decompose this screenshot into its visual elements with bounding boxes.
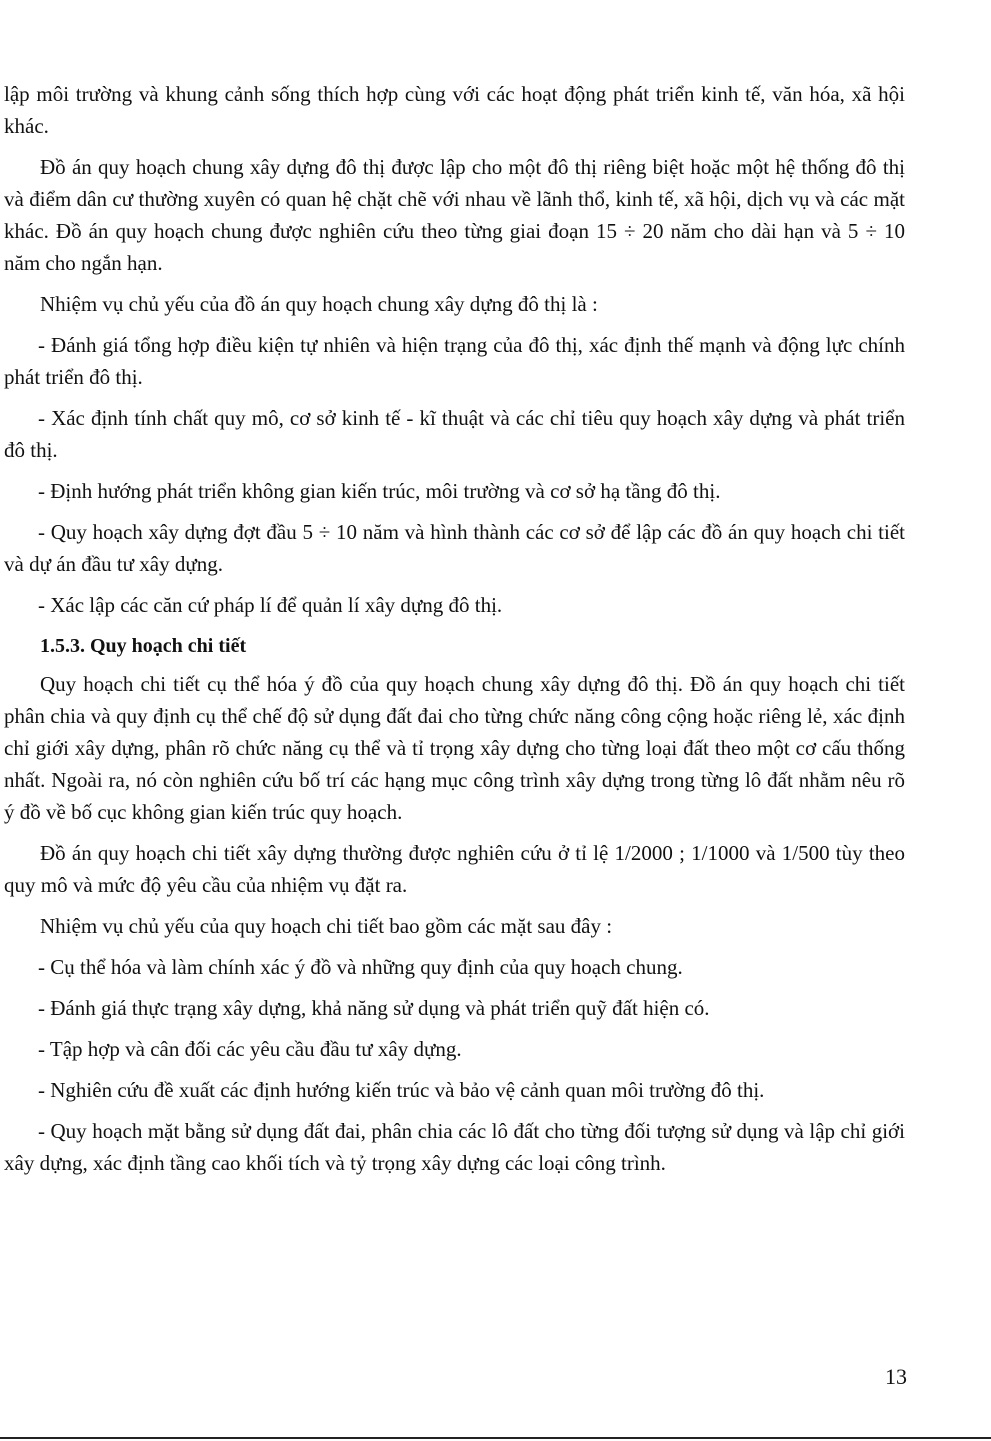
- general-task-item: - Định hướng phát triển không gian kiến trúc, môi trường và cơ sở hạ tầng đô thị.: [38, 479, 721, 503]
- detail-task-item: - Đánh giá thực trạng xây dựng, khả năng sử dụng và phát triển quỹ đất hiện có.: [38, 996, 710, 1020]
- general-task-item: - Xác định tính chất quy mô, cơ sở kinh tế - kĩ thuật và các chỉ tiêu quy hoạch xây dựng và phát triển đô thị.: [4, 406, 905, 462]
- detail-task-item: - Nghiên cứu đề xuất các định hướng kiến trúc và bảo vệ cảnh quan môi trường đô thị.: [38, 1078, 765, 1102]
- general-plan-paragraph: Đồ án quy hoạch chung xây dựng đô thị được lập cho một đô thị riêng biệt hoặc một hệ thống đô thị và điểm dân cư thường xuyên có quan hệ chặt chẽ với nhau về lãnh thổ, kinh tế, xã hội, dịch vụ và các mặt khác. Đồ án quy hoạch chung được nghiên cứu theo từng giai đoạn 15 ÷ 20 năm cho dài hạn và 5 ÷ 10 năm cho ngắn hạn.: [4, 155, 905, 275]
- detail-plan-paragraph: Quy hoạch chi tiết cụ thể hóa ý đồ của quy hoạch chung xây dựng đô thị. Đồ án quy hoạch chi tiết phân chia và quy định cụ thể chế độ sử dụng đất đai cho từng chức năng công cộng hoặc riêng lẻ, xác định chỉ giới xây dựng, phân rõ chức năng cụ thể và tỉ trọng xây dựng cho từng loại đất theo một cơ cấu thống nhất. Ngoài ra, nó còn nghiên cứu bố trí các hạng mục công trình xây dựng trong từng lô đất nhằm nêu rõ ý đồ về bố cục không gian kiến trúc quy hoạch.: [4, 672, 905, 824]
- document-page: [0, 78, 905, 1188]
- general-task-item: - Xác lập các căn cứ pháp lí để quản lí xây dựng đô thị.: [38, 593, 503, 617]
- detail-task-item: - Quy hoạch mặt bằng sử dụng đất đai, phân chia các lô đất cho từng đối tượng sử dụng và lập chỉ giới xây dựng, xác định tầng cao khối tích và tỷ trọng xây dựng các loại công trình.: [4, 1119, 905, 1175]
- detail-plan-scale-paragraph: Đồ án quy hoạch chi tiết xây dựng thường được nghiên cứu ở tỉ lệ 1/2000 ; 1/1000 và 1/500 tùy theo quy mô và mức độ yêu cầu của nhiệm vụ đặt ra.: [4, 841, 905, 897]
- general-task-item: - Đánh giá tổng hợp điều kiện tự nhiên và hiện trạng của đô thị, xác định thế mạnh và động lực chính phát triển đô thị.: [4, 333, 905, 389]
- general-tasks-intro: Nhiệm vụ chủ yếu của đồ án quy hoạch chung xây dựng đô thị là :: [40, 292, 598, 316]
- detail-task-item: - Cụ thể hóa và làm chính xác ý đồ và những quy định của quy hoạch chung.: [38, 955, 683, 979]
- intro-continuation-paragraph: lập môi trường và khung cảnh sống thích hợp cùng với các hoạt động phát triển kinh tế, văn hóa, xã hội khác.: [4, 82, 905, 138]
- detail-tasks-intro: Nhiệm vụ chủ yếu của quy hoạch chi tiết bao gồm các mặt sau đây :: [40, 914, 613, 938]
- general-task-item: - Quy hoạch xây dựng đợt đầu 5 ÷ 10 năm và hình thành các cơ sở để lập các đồ án quy hoạch chi tiết và dự án đầu tư xây dựng.: [4, 520, 905, 576]
- page-number: 13: [885, 1364, 907, 1389]
- page-bottom-rule: [0, 1437, 991, 1439]
- detail-task-item: - Tập hợp và cân đối các yêu cầu đầu tư xây dựng.: [38, 1037, 462, 1061]
- section-heading: 1.5.3. Quy hoạch chi tiết: [40, 635, 247, 657]
